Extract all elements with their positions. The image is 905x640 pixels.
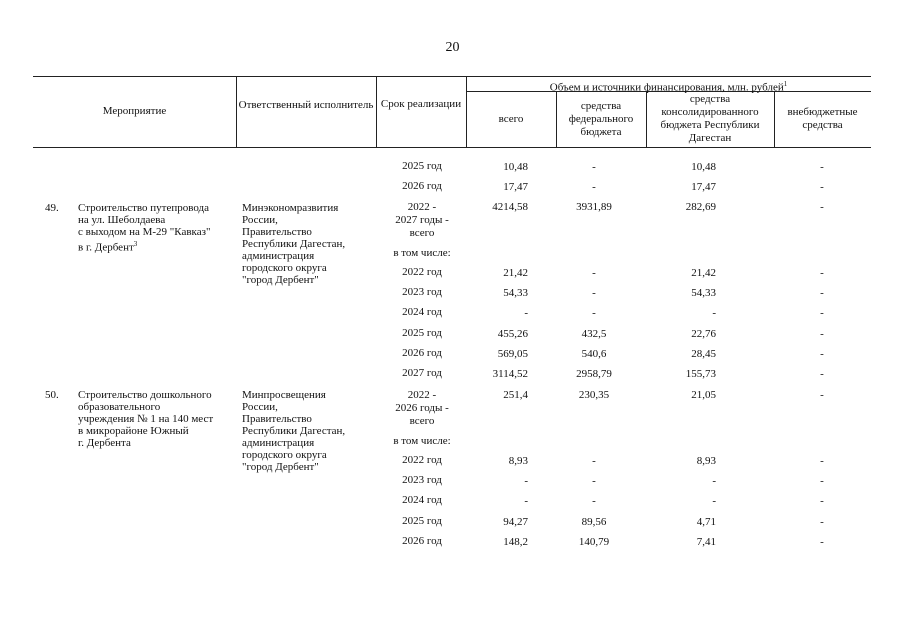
header-regional: средства консолидированного бюджета Республики Дагестан: [660, 93, 760, 144]
total-cell: 8,93: [508, 455, 528, 467]
regional-cell: 21,42: [691, 267, 716, 279]
item-number: 49.: [45, 202, 59, 214]
extra-cell: -: [820, 267, 824, 279]
total-cell: 569,05: [497, 347, 528, 360]
federal-cell: 89,56: [581, 515, 607, 528]
total-cell: 54,33: [503, 287, 528, 300]
period-cell: 2023 год: [402, 474, 442, 487]
federal-cell: -: [592, 455, 596, 467]
total-cell: 455,26: [497, 327, 528, 340]
federal-cell: 3931,89: [576, 201, 612, 213]
regional-cell: -: [712, 475, 716, 488]
extra-cell: -: [820, 475, 824, 488]
page-number: 20: [445, 40, 460, 55]
regional-cell: 28,45: [691, 347, 716, 360]
extra-cell: -: [820, 347, 824, 360]
federal-cell: 432,5: [581, 327, 607, 340]
extra-cell: -: [820, 495, 824, 508]
federal-cell: 2958,79: [576, 368, 612, 380]
period-cell: 2023 год: [402, 286, 442, 299]
extra-cell: -: [820, 368, 824, 380]
header-responsible: Ответственный исполнитель: [238, 99, 374, 111]
period-total-cell: 2022 - 2026 годы - всего: [395, 389, 449, 427]
regional-cell: 21,05: [691, 389, 716, 401]
period-cell: 2026 год: [402, 534, 442, 547]
regional-cell: 7,41: [696, 535, 716, 548]
extra-cell: -: [820, 287, 824, 300]
regional-cell: -: [712, 307, 716, 320]
regional-cell: 8,93: [696, 455, 716, 467]
regional-cell: 155,73: [685, 368, 716, 380]
period-cell: 2026 год: [402, 346, 442, 359]
federal-cell: -: [592, 267, 596, 279]
regional-cell: -: [712, 495, 716, 508]
total-cell: 3114,52: [492, 368, 528, 380]
regional-cell: 17,47: [691, 181, 716, 193]
extra-cell: -: [820, 307, 824, 320]
total-cell: 251,4: [503, 389, 528, 401]
item-number: 50.: [45, 389, 59, 401]
federal-cell: 540,6: [581, 347, 607, 360]
extra-cell: -: [820, 535, 824, 548]
period-cell: 2022 год: [402, 266, 442, 278]
including-label: в том числе:: [393, 435, 451, 447]
federal-cell: -: [592, 161, 596, 173]
header-term: Срок реализации: [380, 98, 462, 110]
regional-cell: 54,33: [691, 287, 716, 300]
regional-cell: 282,69: [685, 201, 716, 213]
header-bottom-border: [33, 147, 871, 148]
total-cell: 4214,58: [492, 201, 528, 213]
extra-cell: -: [820, 389, 824, 401]
header-financing: Объем и источники финансирования, млн. рублей$^1$: [549, 80, 788, 94]
item-responsible: Минпросвещения России, Правительство Республики Дагестан, администрация городского округа "город Дербент": [242, 389, 346, 473]
total-cell: -: [524, 307, 528, 320]
total-cell: 10,48: [503, 161, 528, 173]
federal-cell: -: [592, 307, 596, 320]
header-event: Мероприятие: [102, 105, 167, 117]
federal-cell: 230,35: [578, 389, 610, 401]
extra-cell: -: [820, 181, 824, 193]
period-cell: 2024 год: [402, 306, 442, 319]
total-cell: -: [524, 495, 528, 508]
extra-cell: -: [820, 455, 824, 467]
period-cell: 2022 год: [402, 454, 442, 466]
period-cell: 2025 год: [402, 514, 442, 527]
extra-cell: -: [820, 161, 824, 173]
table-top-border: [33, 76, 871, 77]
total-cell: 148,2: [503, 535, 528, 548]
period-cell: 2025 год: [402, 160, 442, 172]
total-cell: 21,42: [503, 267, 528, 279]
period-cell: 2027 год: [402, 367, 442, 379]
including-label: в том числе:: [393, 247, 451, 259]
extra-cell: -: [820, 201, 824, 213]
federal-cell: 140,79: [578, 535, 610, 548]
item-title: Строительство путепровода на ул. Шеболдаева с выходом на М-29 "Кавказ" в г. Дербент$^3$: [78, 202, 211, 254]
item-responsible: Минэкономразвития России, Правительство Республики Дагестан, администрация городского округа "город Дербент": [242, 202, 346, 286]
total-cell: 17,47: [503, 181, 528, 193]
period-total-cell: 2022 - 2027 годы - всего: [395, 201, 449, 239]
header-extra: внебюджетные средства: [787, 106, 858, 131]
total-cell: -: [524, 475, 528, 488]
regional-cell: 22,76: [691, 327, 716, 340]
period-cell: 2026 год: [402, 180, 442, 192]
period-cell: 2025 год: [402, 326, 442, 339]
col-divider: [376, 76, 377, 147]
header-total: всего: [498, 113, 524, 125]
federal-cell: -: [592, 475, 596, 488]
total-cell: 94,27: [503, 515, 528, 528]
item-title: Строительство дошкольного образовательного учреждения № 1 на 140 мест в микрорайоне Южный г. Дербента: [78, 389, 214, 449]
federal-cell: -: [592, 287, 596, 300]
federal-cell: -: [592, 181, 596, 193]
extra-cell: -: [820, 327, 824, 340]
federal-cell: -: [592, 495, 596, 508]
regional-cell: 4,71: [696, 515, 716, 528]
extra-cell: -: [820, 515, 824, 528]
period-cell: 2024 год: [402, 494, 442, 507]
regional-cell: 10,48: [691, 161, 716, 173]
header-federal: средства федерального бюджета: [568, 100, 634, 138]
